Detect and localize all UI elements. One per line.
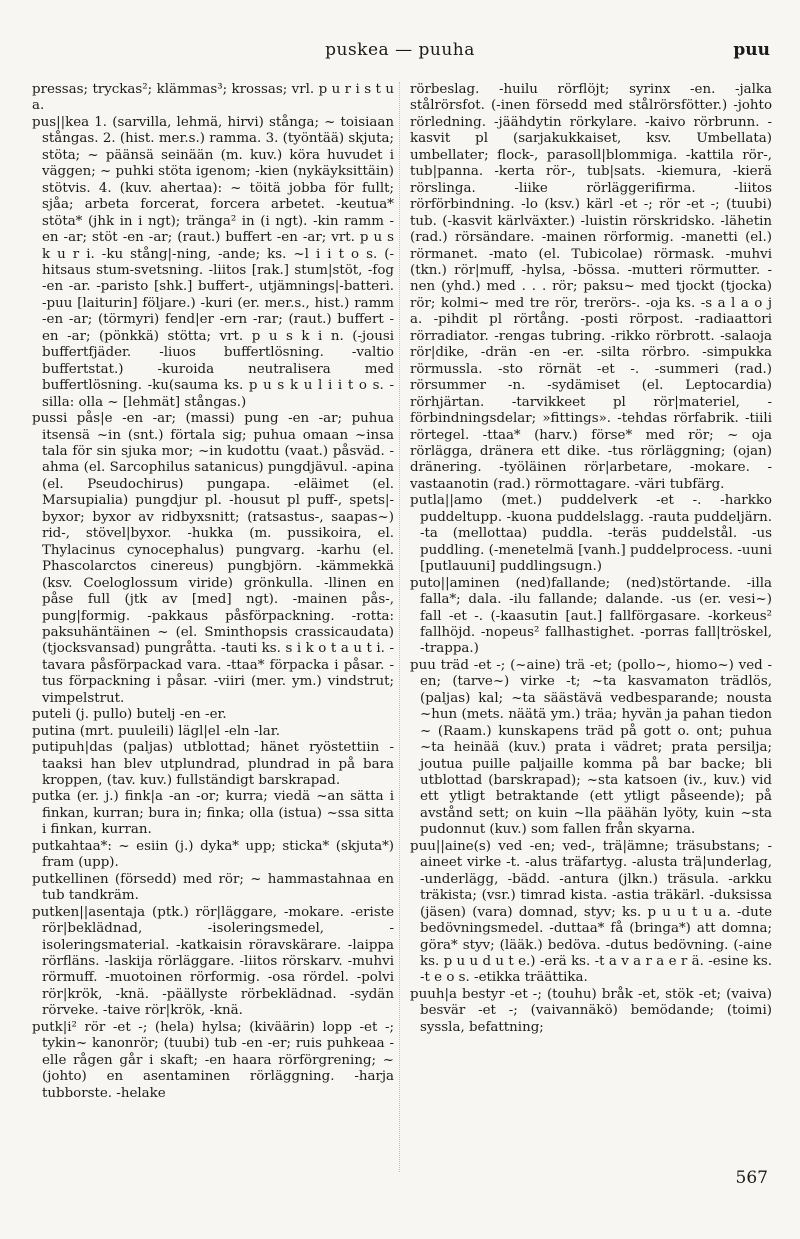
dictionary-entry: putka (er. j.) fink|a -an -or; kurra; viedä ~an sätta i finkan, kurran; bura in; finka; olla (istua) ~ssa sitta i finkan, kurran. [32,789,394,838]
page-number: 567 [735,1168,768,1188]
dictionary-entry: putkahtaa*: ~ esiin (j.) dyka* upp; sticka* (skjuta*) fram (upp). [32,838,394,871]
dictionary-entry: putla||amo (met.) puddelverk -et -. -harkko puddeltupp. -kuona puddelslagg. -rauta puddeljärn. -ta (mellottaa) puddla. -teräs puddelstål. -us puddling. (-menetelmä [vanh.] puddelprocess. -uuni [putlauuni] puddlingsugn.) [410,493,772,575]
dictionary-columns [32,82,772,1172]
dictionary-entry: putk|i² rör -et -; (hela) hylsa; (kiväärin) lopp -et -; tykin~ kanonrör; (tuubi) tub -en -er; ruis puhkeaa -elle rågen går i skaft; -en haara rörförgrening; ~(johto) en asentaminen rörläggning. -harja tubborste. -helake [32,1019,394,1101]
dictionary-entry: putkellinen (försedd) med rör; ~ hammastahnaa en tub tandkräm. [32,871,394,904]
dictionary-entry: pussi pås|e -en -ar; (massi) pung -en -ar; puhua itsensä ~in (snt.) förtala sig; puhua omaan ~insa tala för sin sjuka mor; ~in kudottu (vaat.) påsväd. -ahma (el. Sarcophilus satanicus) pungdjävul. -apina (el. Pseudochirus) pungapa. -eläimet (el. Marsupialia) pungdjur pl. -housut pl puff-, spets|-byxor; byxor av ridbyxsnitt; (ratsastus-, saapas~) rid-, stövel|byxor. -hukka (m. pussikoira, el. Thylacinus cynocephalus) pungvarg. -karhu (el. Phascolarctos cinereus) pungbjörn. -kämmekkä (ksv. Coeloglossum viride) grönkulla. -llinen en påse full (jtk av [med] ngt). -mainen pås-, pung|formig. -pakkaus påsförpackning. -rotta: paksuhäntäinen ~ (el. Sminthopsis crassicaudata) (tjocksvansad) pungråtta. -tauti ks. s i k o t a u t i. -tavara påsförpackad vara. -ttaa* förpacka i påsar. -tus förpackning i påsar. -viiri (mer. ym.) vindstrut; vimpelstrut. [32,411,394,706]
dictionary-entry: putina (mrt. puuleili) lägl|el -eln -lar. [32,723,280,739]
dictionary-entry: puteli (j. pullo) butelj -en -er. [32,707,227,723]
page-title: puskea — puuha [325,40,475,60]
dictionary-entry: rörbeslag. -huilu rörflöjt; syrinx -en. -jalka stålrörsfot. (-inen försedd med stålrörsfötter.) -johto rörledning. -jäähdytin rörkylare. -kaivo rörbrunn. -kasvit pl (sarjakukkaiset, ksv. Umbellata) umbellater; flock-, parasoll|blommiga. -kattila rör-, tub|panna. -kerta rör-, tub|sats. -kiemura, -kierä rörslinga. -liike rörläggerifirma. -liitos rörförbindning. -lo (ksv.) kärl -et -; rör -et -; (tuubi) tub. (-kasvit kärlväxter.) -luistin rörskridsko. -lähetin (rad.) rörsändare. -mainen rörformig. -manetti (el.) rörmanet. -mato (el. Tubicolae) rörmask. -muhvi (tkn.) rör|muff, -hylsa, -bössa. -mutteri rörmutter. -nen (yhd.) med . . . rör; paksu~ med tjockt (tjocka) rör; kolmi~ med tre rör, trerörs-. -oja ks. -s a l a o j a. -pihdit pl rörtång. -posti rörpost. -radiaattori rörradiator. -rengas tubring. -rikko rörbrott. -salaoja rör|dike, -drän -en -er. -silta rörbro. -simpukka rörmussla. -sto rörnät -et -. -summeri (rad.) rörsummer -n. -sydämiset (el. Leptocardia) rörhjärtan. -tarvikkeet pl rör|materiel, -förbindningsdelar; »fittings». -tehdas rörfabrik. -tiili rörtegel. -ttaa* (harv.) förse* med rör; ~ oja rörlägga, dränera ett dike. -tus rörläggning; (ojan) dränering. -työläinen rör|arbetare, -mokare. -vastaanotin (rad.) rörmottagare. -väri tubfärg. [410,82,772,492]
left-column [32,82,394,1172]
right-column [410,82,772,1172]
dictionary-entry: puu träd -et -; (~aine) trä -et; (pollo~, hiomo~) ved -en; (tarve~) virke -t; ~ta kasvamaton trädlös, (paljas) kal; ~ta säästävä vedbesparande; nousta ~hun (mets. näätä ym.) träa; hyvän ja pahan tiedon ~ (Raam.) kunskapens träd på gott o. ont; puhua ~ta heinää (kuv.) prata i vädret; prata persilja; joutua puille paljaille komma på bar backe; bli utblottad (barskrapad); ~sta katsoen (iv., kuv.) vid ett ytligt betraktande (ett ytligt påseende); på avstånd sett; on kuin ~lla päähän lyöty, kuin ~sta pudonnut (kuv.) som fallen från skyarna. [410,657,772,838]
column-divider [399,82,400,1172]
guide-word: puu [733,40,770,60]
dictionary-entry: pressas; tryckas²; klämmas³; krossas; vrl. p u r i s t u a. [32,82,394,114]
dictionary-entry: pus||kea 1. (sarvilla, lehmä, hirvi) stånga; ~ toisiaan stångas. 2. (hist. mer.s.) ramma. 3. (työntää) skjuta; stöta; ~ päänsä seinään (m. kuv.) köra huvudet i väggen; ~ puhki stöta igenom; -kien (nykäyksittäin) stötvis. 4. (kuv. ahertaa): ~ töitä jobba för fullt; sjåa; arbeta forcerat, forcera arbetet. -keutua* stöta* (jhk in i ngt); tränga² in (i ngt). -kin ramm -en -ar; stöt -en -ar; (raut.) buffert -en -ar; vrt. p u s k u r i. -ku stång|-ning, -ande; ks. ~l i i t o s. (-hitsaus stum-svetsning. -liitos [rak.] stum|stöt, -fog -en -ar. -paristo [shk.] buffert-, utjämnings|-batteri. -puu [laiturin] följare.) -kuri (er. mer.s., hist.) ramm -en -ar; (törmyri) fend|er -ern -rar; (raut.) buffert -en -ar; (pönkkä) stötta; vrt. p u s k i n. (-jousi buffertfjäder. -liuos buffertlösning. -valtio buffertstat.) -kuroida neutralisera med buffertlösning. -ku(sauma ks. p u s k u l i i t o s. -silla: olla ~ [lehmät] stångas.) [32,114,394,410]
dictionary-entry: puu||aine(s) ved -en; ved-, trä|ämne; träsubstans; -aineet virke -t. -alus träfartyg. -alusta trä|underlag, -underlägg, -bädd. -antura (jlkn.) träsula. -arkku träkista; (vsr.) timrad kista. -astia träkärl. -duksissa (jäsen) (vara) domnad, styv; ks. p u u t u a. -dute bedövningsmedel. -duttaa* få (bringa*) att domna; göra* styv; (lääk.) bedöva. -dutus bedövning. (-aine ks. p u u d u t e.) -erä ks. -t a v a r a e r ä. -esine ks. -t e o s. -etikka träättika. [410,838,772,986]
dictionary-entry: putken||asentaja (ptk.) rör|läggare, -mokare. -eriste rör|beklädnad, -isoleringsmedel, -isoleringsmaterial. -katkaisin röravskärare. -laippa rörfläns. -laskija rörläggare. -liitos rörskarv. -muhvi rörmuff. -muotoinen rörformig. -osa rördel. -polvi rör|krök, -knä. -päällyste rörbeklädnad. -sydän rörveke. -taive rör|krök, -knä. [32,904,394,1019]
dictionary-entry: puto||aminen (ned)fallande; (ned)störtande. -illa falla*; dala. -ilu fallande; dalande. -us (er. vesi~) fall -et -. (-kaasutin [aut.] fallförgasare. -korkeus² fallhöjd. -nopeus² fallhastighet. -porras fall|tröskel, -trappa.) [410,575,772,657]
page-header [30,40,770,70]
dictionary-entry: putipuh|das (paljas) utblottad; hänet ryöstettiin -taaksi han blev utplundrad, plundrad in på bara kroppen, (tav. kuv.) fullständigt barskrapad. [32,740,394,789]
dictionary-entry: puuh|a bestyr -et -; (touhu) bråk -et, stök -et; (vaiva) besvär -et -; (vaivannäkö) bemödande; (toimi) syssla, befattning; [410,986,772,1035]
